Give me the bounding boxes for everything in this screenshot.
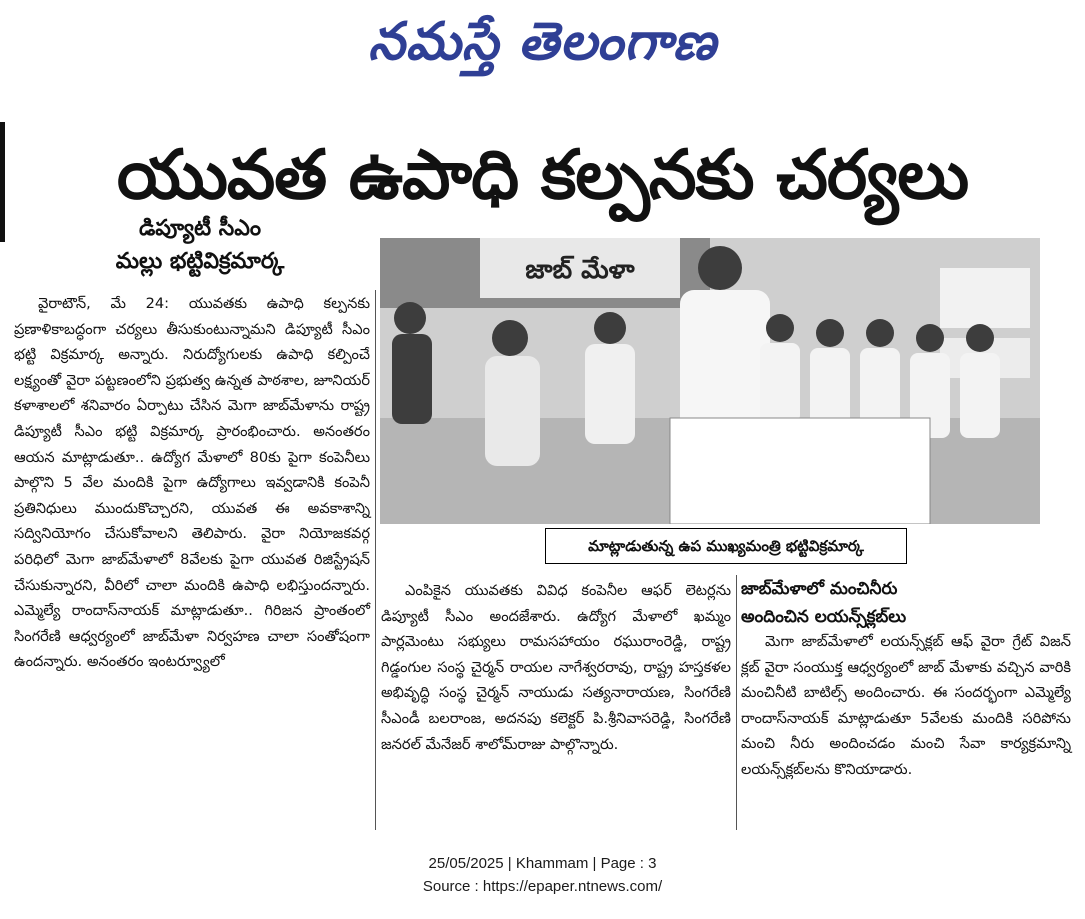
article-headline: యువత ఉపాధి కల్పనకు చర్యలు (116, 136, 969, 215)
article-column-2 (381, 578, 731, 757)
article-photo (380, 238, 1040, 524)
column-divider-2 (736, 575, 737, 830)
footer-source: Source : https://epaper.ntnews.com/ (422, 878, 663, 895)
article-subhead (40, 212, 360, 278)
sidebar-headline-line-2: అందించిన లయన్స్‌క్లబ్‌లు (741, 607, 907, 627)
newspaper-masthead: నమస్తే తెలంగాణ (368, 11, 717, 72)
column-1-text: వైరాటౌన్, మే 24: యువతకు ఉపాధి కల్పనకు ప్రణాళికాబద్ధంగా చర్యలు తీసుకుంటున్నామని డిప్యూటీ సీఎం భట్టి విక్రమార్క అన్నారు. నిరుద్యోగులకు ఉపాధి కల్పించే లక్ష్యంతో వైరా పట్టణంలోని ప్రభుత్వ ఉన్నత పాఠశాల, జూనియర్ కళాశాలలో శనివారం ఏర్పాటు చేసిన మెగా జాబ్‌మేళాను రాష్ట్ర డిప్యూటీ సీఎం భట్టి విక్రమార్క ప్రారంభించారు. అనంతరం ఆయన మాట్లాడుతూ.. ఉద్యోగ మేళాలో 80కు పైగా కంపెనీలు పాల్గొని 5 వేల మందికి పైగా ఉద్యోగాలు ఇవ్వడానికి కంపెనీ ప్రతినిధులు ముందుకొచ్చారని, యువత ఈ అవకాశాన్ని సద్వినియోగం చేసుకోవాలని తెలిపారు. వైరా నియోజకవర్గ పరిధిలో మెగా జాబ్‌మేళాలో 8వేలకు పైగా యువత రిజిస్ట్రేషన్ చేసుకున్నారని, వీరిలో చాలా మందికి ఉపాధి లభిస్తుందన్నారు. ఎమ్మెల్యే రాందాస్‌నాయక్ మాట్లాడుతూ.. గిరిజన ప్రాంతంలో సింగరేణి ఆధ్వర్యంలో జాబ్‌మేళా నిర్వహణ చాలా సంతోషంగా ఉందన్నారు. అనంతరం ఇంటర్వ్యూలో (14, 295, 370, 671)
subhead-line-1: డిప్యూటీ సీఎం (138, 216, 262, 241)
column-2-text: ఎంపికైన యువతకు వివిధ కంపెనీల ఆఫర్ లెటర్లను డిప్యూటీ సీఎం అందజేశారు. ఉద్యోగ మేళాలో ఖమ్మం పార్లమెంటు సభ్యులు రామసహాయం రఘురాంరెడ్డి, రాష్ట్ర గిడ్డంగుల సంస్థ చైర్మన్ రాయల నాగేశ్వరరావు, రాష్ట్ర హస్తకళల అభివృద్ధి సంస్థ చైర్మన్ నాయుడు సత్యనారాయణ, సింగరేణి సీఎండీ బలరాంజ, అదనపు కలెక్టర్ పి.శ్రీనివాసరెడ్డి, సింగరేణి జనరల్ మేనేజర్ శాలోమ్‌రాజు పాల్గొన్నారు. (381, 582, 731, 753)
sidebar-headline-line-1: జాబ్‌మేళాలో మంచినీరు (741, 579, 898, 599)
article-column-1 (14, 291, 370, 675)
column-divider-1 (375, 290, 376, 830)
sidebar-story-headline (741, 575, 1071, 631)
sidebar-story-text: మెగా జాబ్‌మేళాలో లయన్స్‌క్లబ్ ఆఫ్ వైరా గ్రేట్ విజన్ క్లబ్ వైరా సంయుక్త ఆధ్వర్యంలో జాబ్ మేళాకు వచ్చిన వారికి మంచినీటి బాటిల్స్ అందించారు. ఈ సందర్భంగా ఎమ్మెల్యే రాందాస్‌నాయక్ మాట్లాడుతూ 5వేలకు మందికి సరిపోను మంచి నీరు అందించడం మంచి సేవా కార్యక్రమాన్ని లయన్స్‌క్లబ్‌లను కొనియాడారు. (741, 633, 1071, 778)
sidebar-story-body (741, 629, 1071, 783)
subhead-line-2: మల్లు భట్టివిక్రమార్క (115, 249, 285, 274)
footer-date-edition: 25/05/2025 | Khammam | Page : 3 (428, 855, 657, 872)
photo-caption: మాట్లాడుతున్న ఉప ముఖ్యమంత్రి భట్టివిక్రమార్క (545, 528, 907, 564)
photo-illustration (380, 238, 1040, 524)
photo-banner-text: జాబ్ మేళా (525, 255, 635, 285)
